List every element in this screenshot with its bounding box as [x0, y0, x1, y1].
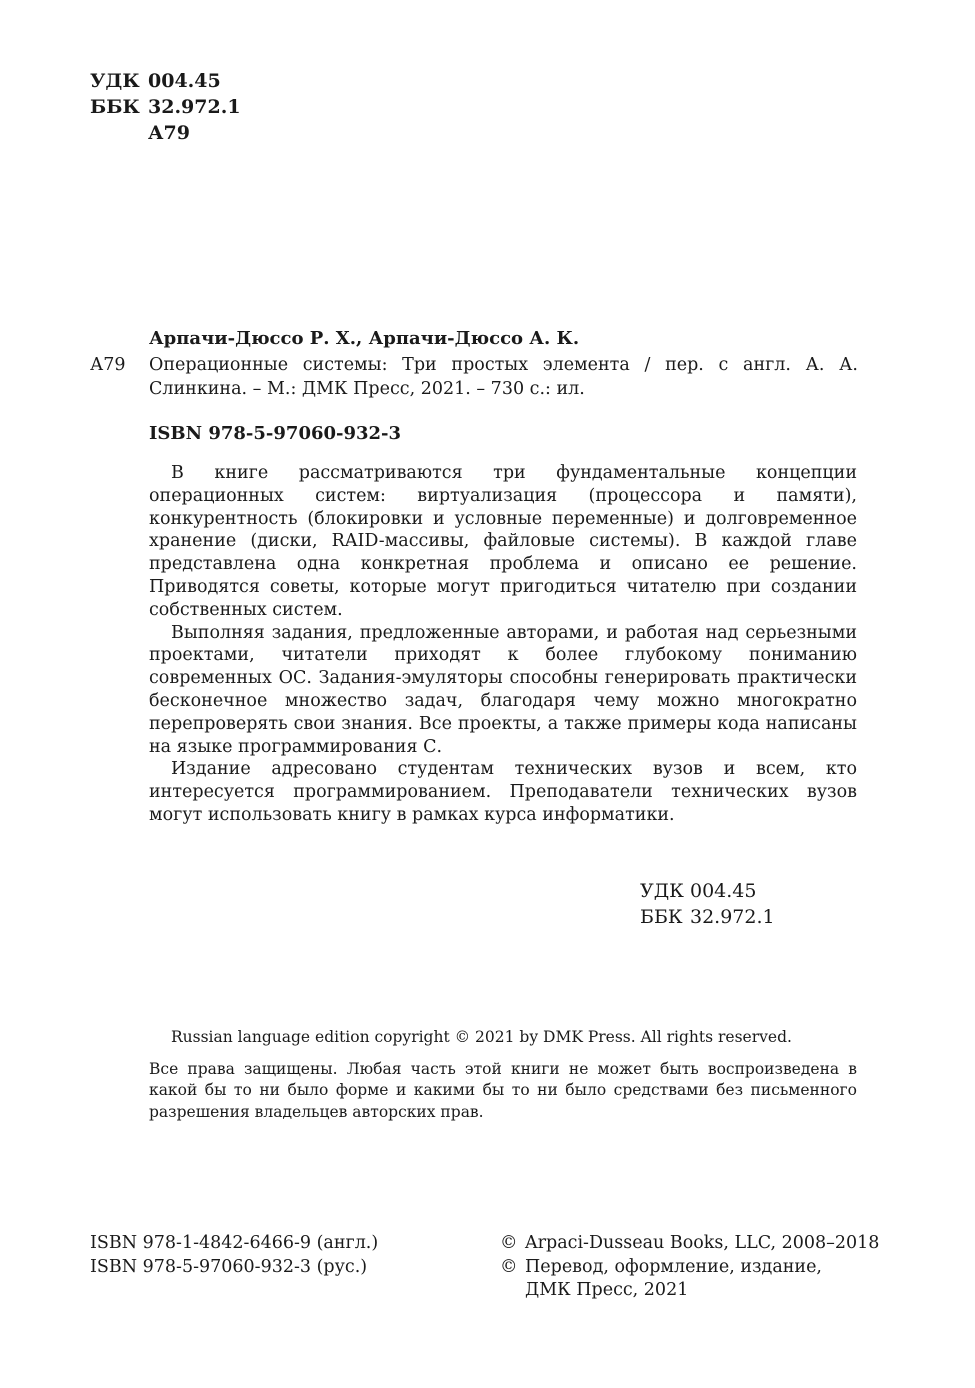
annotation-paragraph: Издание адресовано студентам технических вузов и всем, кто интересуется программированием. Преподаватели технических вузов могут использовать книгу в рамках курса информатики.	[149, 759, 857, 825]
isbn-russian: ISBN 978-5-97060-932-3 (рус.)	[90, 1256, 368, 1277]
bbk-value: 32.972.1	[690, 906, 775, 928]
bbk-label: ББК	[90, 96, 140, 118]
bbk-row	[640, 904, 775, 930]
footer-classification-codes	[640, 878, 775, 930]
copyright-translation-cont	[500, 1279, 879, 1303]
udk-row	[90, 68, 241, 94]
udk-label: УДК	[90, 70, 140, 92]
bbk-label: ББК	[640, 906, 683, 928]
legal-notice	[149, 1027, 857, 1123]
annotation	[149, 462, 857, 827]
copyright-english: Russian language edition copyright © 2021 by DMK Press. All rights reserved.	[171, 1028, 792, 1046]
annotation-paragraph: В книге рассматриваются три фундаментальные концепции операционных систем: виртуализация (процессора и памяти), конкурентность (блокировки и условные переменные) и долговременное хранение (диски, RAID-массивы, файловые системы). В каждой главе представлена одна конкретная проблема и описано ее решение. Приводятся советы, которые могут пригодиться читателю при создании собственных систем.	[149, 463, 857, 620]
copyright-translation-text: Перевод, оформление, издание,	[525, 1256, 822, 1277]
copyright-publisher-text: ДМК Пресс, 2021	[525, 1280, 689, 1300]
bbk-value: 32.972.1	[148, 96, 241, 118]
isbn-list	[90, 1232, 378, 1279]
catalog-authors: Арпачи-Дюссо Р. Х., Арпачи-Дюссо А. К.	[149, 328, 580, 349]
rights-reserved-notice: Все права защищены. Любая часть этой книги не может быть воспроизведена в какой бы то ни было форме и какими бы то ни было средствами без письменного разрешения владельцев авторских прав.	[149, 1059, 857, 1121]
catalog-code: А79	[90, 355, 126, 375]
isbn-english: ISBN 978-1-4842-6466-9 (англ.)	[90, 1233, 379, 1253]
udk-row	[640, 878, 775, 904]
classification-codes	[90, 68, 241, 146]
catalog-entry: Операционные системы: Три простых элемента / пер. с англ. А. А. Слинкина. – М.: ДМК Пресс, 2021. – 730 с.: ил.	[149, 355, 858, 399]
annotation-paragraph: Выполняя задания, предложенные авторами, и работая над серьезными проектами, читатели приходят к более глубокому пониманию современных ОС. Задания-эмуляторы способны генерировать практически бесконечное множество задач, благодаря чему можно многократно перепроверять свои знания. Все проекты, а также примеры кода написаны на языке программирования С.	[149, 622, 857, 757]
author-code-row	[90, 120, 241, 146]
copyright-translation	[500, 1256, 879, 1280]
udk-label: УДК	[640, 880, 684, 902]
copyright-mark: ©	[500, 1233, 518, 1253]
copyright-mark: ©	[500, 1256, 518, 1277]
catalog-record	[90, 353, 858, 401]
udk-value: 004.45	[690, 880, 757, 902]
author-code: А79	[148, 122, 190, 144]
catalog-isbn: ISBN 978-5-97060-932-3	[149, 423, 402, 444]
copyright-list	[500, 1232, 879, 1303]
copyright-original-text: Arpaci-Dusseau Books, LLC, 2008–2018	[525, 1233, 880, 1253]
bbk-row	[90, 94, 241, 120]
udk-value: 004.45	[148, 70, 221, 92]
copyright-original	[500, 1232, 879, 1256]
